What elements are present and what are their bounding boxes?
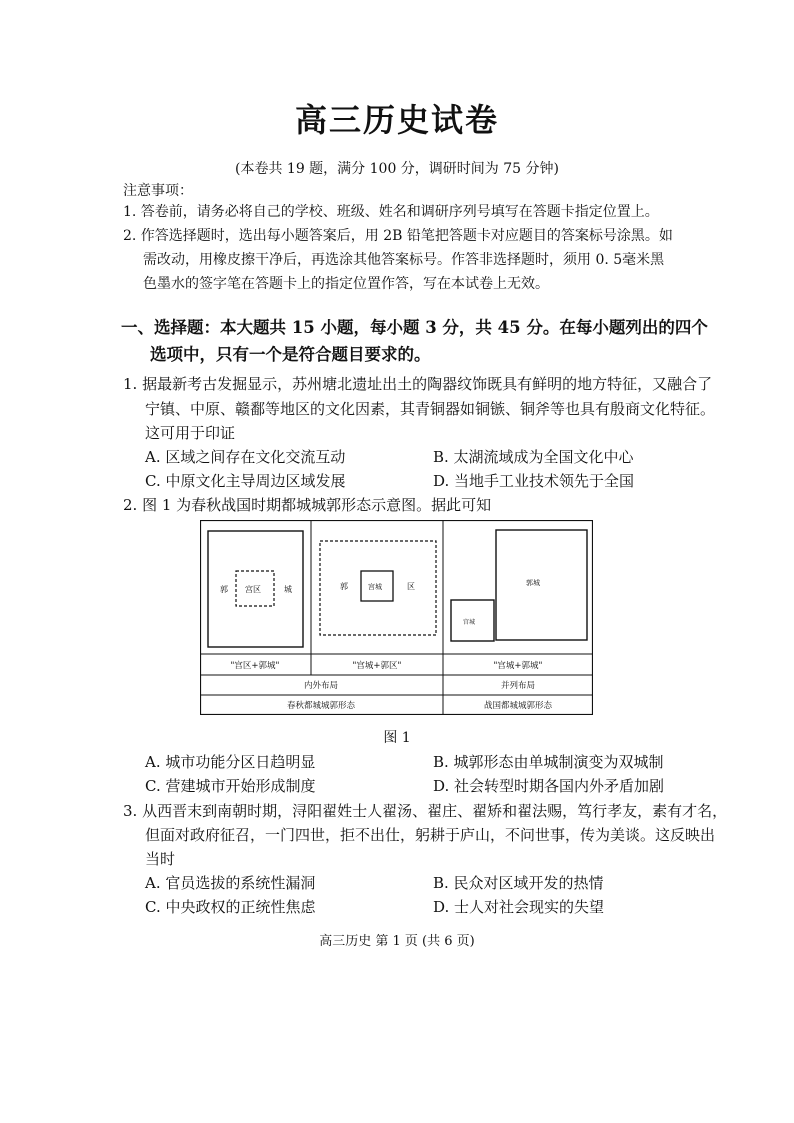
notice-item-1: 1. 答卷前，请务必将自己的学校、班级、姓名和调研序列号填写在答题卡指定位置上。 (123, 204, 659, 220)
q3-option-a: A. 官员选拔的系统性漏洞 (145, 874, 316, 892)
exam-subtitle: (本卷共 19 题，满分 100 分，调研时间为 75 分钟) (235, 161, 559, 177)
exam-title: 高三历史试卷 (294, 101, 499, 139)
p3-guocheng: 郭城 (526, 579, 540, 587)
fig-period-left: 春秋都城城郭形态 (286, 701, 356, 711)
fig-period-right: 战国都城城郭形态 (483, 701, 553, 711)
q2-option-d: D. 社会转型时期各国内外矛盾加剧 (433, 777, 665, 795)
p2-qu: 区 (407, 582, 415, 591)
section-heading-cont: 选项中，只有一个是符合题目要求的。 (150, 345, 431, 364)
q1-stem-line1: 1. 据最新考古发掘显示，苏州塘北遗址出土的陶器纹饰既具有鲜明的地方特征，又融合了 (123, 375, 713, 393)
page-footer: 高三历史 第 1 页 (共 6 页) (319, 934, 475, 949)
q1-stem-line3: 这可用于印证 (145, 424, 236, 442)
p1-gongqu: 宫区 (245, 585, 261, 594)
q1-option-c: C. 中原文化主导周边区域发展 (145, 472, 346, 490)
q3-stem-line3: 当时 (145, 850, 176, 868)
q3-stem-line1: 3. 从西晋末到南朝时期，浔阳翟姓士人翟汤、翟庄、翟矫和翟法赐，笃行孝友，素有才名， (123, 802, 728, 820)
q2-option-b: B. 城郭形态由单城制演变为双城制 (433, 753, 664, 771)
q3-option-b: B. 民众对区域开发的热情 (433, 874, 604, 892)
fig-label-3: "宫城+郭城" (493, 661, 543, 671)
city-layout-figure (200, 520, 593, 715)
fig-label-2: "宫城+郭区" (352, 661, 402, 671)
q2-option-a: A. 城市功能分区日趋明显 (145, 753, 316, 771)
notice-item-2: 2. 作答选择题时，选出每小题答案后，用 2B 铅笔把答题卡对应题目的答案标号涂黑。如 (123, 228, 673, 244)
p2-gongcheng: 宫城 (368, 583, 382, 591)
q1-option-b: B. 太湖流域成为全国文化中心 (433, 448, 634, 466)
q3-stem-line2: 但面对政府征召，一门四世，拒不出仕，躬耕于庐山，不问世事，传为美谈。这反映出 (145, 826, 716, 844)
fig-label-1: "宫区+郭城" (230, 661, 280, 671)
q2-stem: 2. 图 1 为春秋战国时期都城城郭形态示意图。据此可知 (123, 496, 492, 514)
fig-layout-right: 并列布局 (500, 681, 536, 691)
q1-option-a: A. 区域之间存在文化交流互动 (145, 448, 346, 466)
q3-option-c: C. 中央政权的正统性焦虑 (145, 898, 316, 916)
figure-caption: 图 1 (383, 730, 411, 746)
q2-option-c: C. 营建城市开始形成制度 (145, 777, 316, 795)
q1-option-d: D. 当地手工业技术领先于全国 (433, 472, 635, 490)
notice-item-2-cont: 需改动，用橡皮擦干净后，再选涂其他答案标号。作答非选择题时，须用 0. 5毫米黑 (143, 252, 665, 268)
q3-option-d: D. 士人对社会现实的失望 (433, 898, 605, 916)
p1-guo: 郭 (220, 585, 228, 594)
section-heading: 一、选择题：本大题共 15 小题，每小题 3 分，共 45 分。在每小题列出的四个 (121, 318, 708, 337)
notice-item-2-cont2: 色墨水的签字笔在答题卡上的指定位置作答，写在本试卷上无效。 (143, 276, 549, 292)
p1-cheng: 城 (284, 585, 292, 594)
p2-guo: 郭 (340, 582, 348, 591)
q1-stem-line2: 宁镇、中原、赣鄱等地区的文化因素，其青铜器如铜镞、铜斧等也具有殷商文化特征。 (145, 400, 716, 418)
fig-layout-left: 内外布局 (303, 681, 339, 691)
p3-outer-city (496, 530, 587, 640)
notice-heading: 注意事项： (123, 183, 193, 199)
p3-gongcheng: 宫城 (463, 619, 476, 626)
